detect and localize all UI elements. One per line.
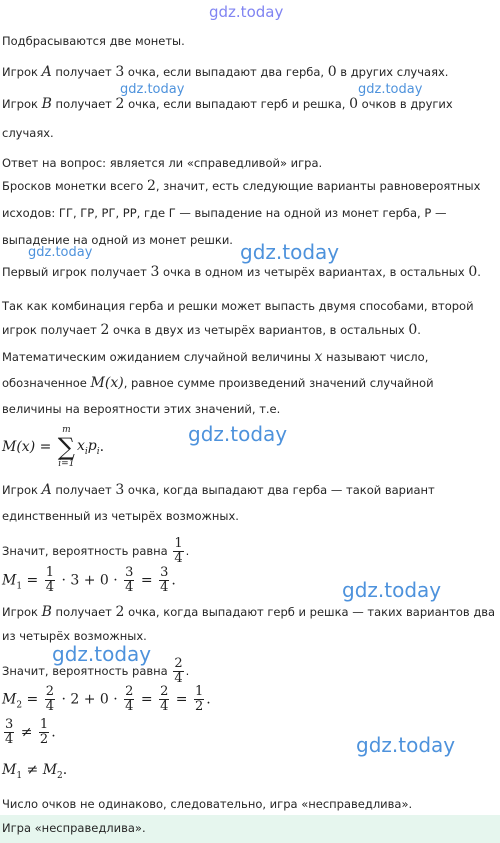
- watermark: gdz.today: [356, 733, 456, 757]
- text-line: Подбрасываются две монеты.: [2, 34, 185, 48]
- formula-m1-ne-m2: $M_1 \ne M_2$.: [2, 762, 68, 781]
- fraction: $\frac{1}{4}$: [174, 536, 183, 566]
- text-line: исходов: ГГ, ГР, РГ, РР, где Г — выпадение на одной из монет герба, Р —: [2, 206, 447, 220]
- text-line: Значит, вероятность равна $\frac{2}{4}$ .: [2, 656, 190, 686]
- answer-text: Игра «несправедлива».: [2, 821, 146, 835]
- text-line: выпадение на одной из монет решки.: [2, 233, 233, 247]
- watermark: gdz.today: [28, 245, 93, 260]
- text-line: обозначенное M(x), равное сумме произведений значений случайной: [2, 375, 434, 391]
- text-line: Математическим ожиданием случайной величины x называют число,: [2, 349, 429, 365]
- formula-expectation: M(x) = m ∑ i=1 $x_ip_i$.: [2, 425, 105, 469]
- text-line: Значит, вероятность равна $\frac{1}{4}$ .: [2, 536, 190, 566]
- watermark: gdz.today: [358, 82, 423, 97]
- formula-compare: $\frac{3}{4}$ ≠ $\frac{1}{2}$ .: [5, 717, 56, 747]
- watermark: gdz.today: [52, 642, 152, 666]
- text-line: из четырёх возможных.: [2, 629, 147, 643]
- text-line: Игрок A получает 3 очка, если выпадают два герба, 0 в других случаях.: [2, 64, 449, 80]
- text-line: Игрок B получает 2 очка, когда выпадают герб и решка — таких вариантов два: [2, 604, 496, 620]
- text-line: Игрок A получает 3 очка, когда выпадают два герба — такой вариант: [2, 482, 435, 498]
- watermark: gdz.today: [188, 422, 288, 446]
- watermark: gdz.today: [209, 3, 284, 21]
- fraction: $\frac{2}{4}$: [174, 656, 183, 686]
- text-line: игрок получает 2 очка в двух из четырёх вариантов, в остальных 0.: [2, 322, 421, 338]
- text-line: Ответ на вопрос: является ли «справедливой» игра.: [2, 156, 323, 170]
- watermark: gdz.today: [240, 240, 340, 264]
- text-line: величины на вероятности этих значений, т.е.: [2, 402, 281, 416]
- text-line: случаях.: [2, 126, 54, 140]
- sum-symbol: m ∑ i=1: [57, 425, 75, 469]
- text-line: Число очков не одинаково, следовательно, игра «несправедлива».: [2, 797, 413, 811]
- watermark: gdz.today: [120, 82, 185, 97]
- text-line: Игрок B получает 2 очка, если выпадают герб и решка, 0 очков в других: [2, 96, 453, 112]
- text-line: Первый игрок получает 3 очка в одном из четырёх вариантах, в остальных 0.: [2, 264, 481, 280]
- text-line: Так как комбинация герба и решки может выпасть двумя способами, второй: [2, 299, 474, 313]
- text-line: единственный из четырёх возможных.: [2, 509, 239, 523]
- answer-box: [0, 815, 500, 843]
- formula-m2: $M_2$ = $\frac{2}{4}$ · 2 + 0 · $\frac{2}{4}$ = $\frac{2}{4}$ = $\frac{1}{2}$ .: [2, 684, 211, 714]
- formula-m1: $M_1$ = $\frac{1}{4}$ · 3 + 0 · $\frac{3}{4}$ = $\frac{3}{4}$ .: [2, 565, 176, 595]
- watermark: gdz.today: [342, 578, 442, 602]
- text-line: Бросков монетки всего 2, значит, есть следующие варианты равновероятных: [2, 178, 481, 194]
